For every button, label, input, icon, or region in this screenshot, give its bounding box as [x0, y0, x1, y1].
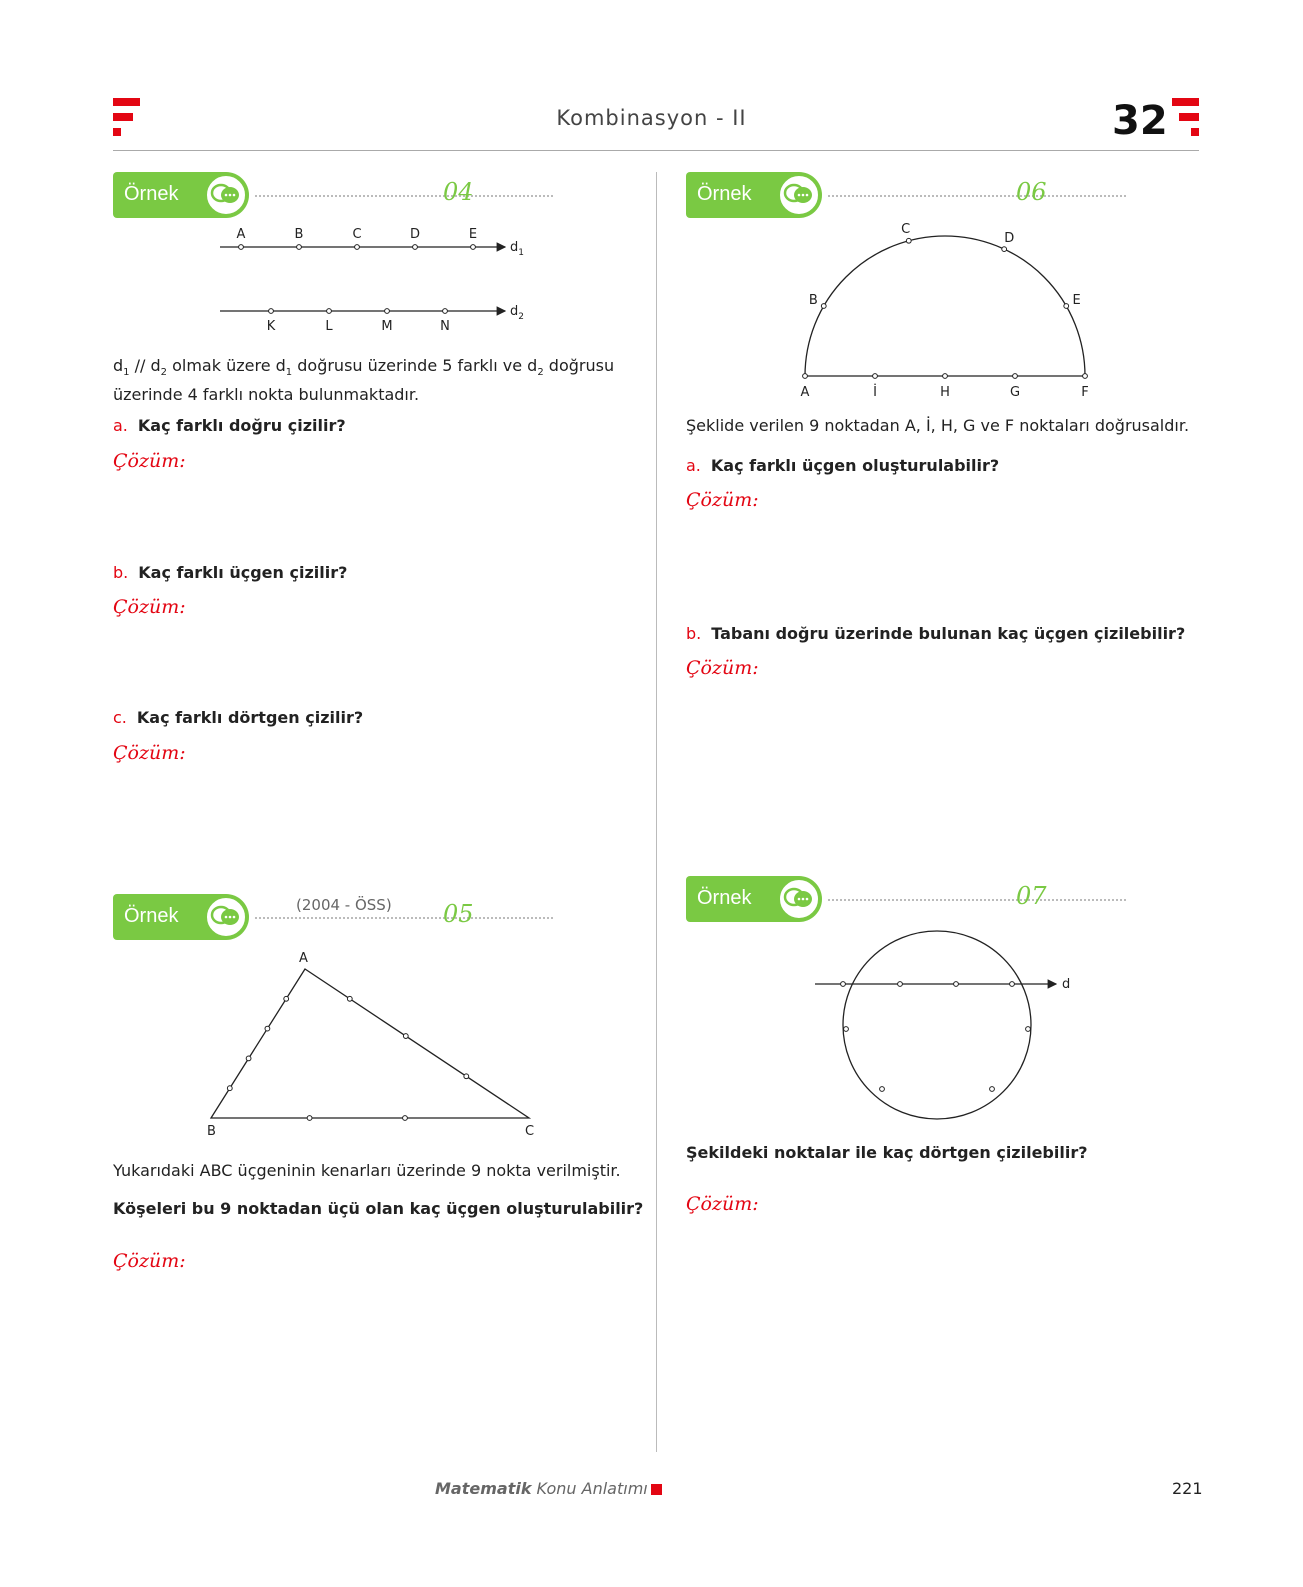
ornek-label: Örnek: [124, 183, 179, 205]
point-ac-0: [347, 996, 352, 1001]
ex04-question-b: b. Kaç farklı üçgen çizilir?: [113, 563, 348, 582]
cozum-label: Çözüm:: [686, 1193, 759, 1215]
footer-square: [651, 1484, 662, 1495]
ornek-label: Örnek: [124, 905, 179, 927]
point-label-A: A: [236, 227, 246, 242]
line-point-3: [1010, 982, 1015, 987]
point-label-K: K: [266, 319, 276, 334]
point-D: [1002, 247, 1007, 252]
point-ab-3: [227, 1086, 232, 1091]
speech-bubbles-icon: [778, 174, 820, 216]
point-B: [297, 245, 302, 250]
circle-point-3: [990, 1087, 995, 1092]
speech-bubbles-icon: [205, 174, 247, 216]
ornek-label: Örnek: [697, 887, 752, 909]
ex05-question: Köşeleri bu 9 noktadan üçü olan kaç üçgen oluşturulabilir?: [113, 1199, 644, 1218]
triangle-figure: [195, 945, 550, 1140]
cozum-label: Çözüm:: [113, 450, 186, 472]
vertex-c-label: C: [525, 1124, 535, 1139]
cozum-label: Çözüm:: [686, 657, 759, 679]
line-d1-label: $d_1$: [510, 240, 524, 258]
example-number: 07: [1016, 882, 1047, 910]
point-G: [1013, 374, 1018, 379]
point-label-B: B: [294, 227, 304, 242]
cozum-label: Çözüm:: [113, 742, 186, 764]
point-ab-0: [284, 996, 289, 1001]
point-label-H: H: [940, 385, 950, 400]
point-label-C: C: [901, 222, 911, 238]
point-A: [803, 374, 808, 379]
ex04-question-c: c. Kaç farklı dörtgen çizilir?: [113, 708, 364, 727]
point-label-G: G: [1009, 385, 1021, 400]
ornek-label: Örnek: [697, 183, 752, 205]
circle-point-2: [880, 1087, 885, 1092]
point-label-N: N: [440, 319, 450, 334]
line-point-1: [898, 982, 903, 987]
point-label-A: A: [800, 385, 810, 400]
semicircle-figure: [790, 222, 1100, 407]
point-label-İ: İ: [873, 385, 877, 400]
point-M: [385, 309, 390, 314]
point-İ: [873, 374, 878, 379]
point-bc-1: [403, 1116, 408, 1121]
point-bc-0: [307, 1116, 312, 1121]
point-E: [1064, 304, 1069, 309]
example-number: 06: [1016, 178, 1047, 206]
point-N: [443, 309, 448, 314]
line-d-label: d: [1062, 977, 1071, 992]
point-H: [943, 374, 948, 379]
ex05-statement: Yukarıdaki ABC üçgeninin kenarları üzerinde 9 nokta verilmiştir.: [113, 1161, 621, 1180]
line-d2-label: $d_2$: [510, 304, 524, 322]
point-ab-1: [265, 1026, 270, 1031]
parallel-lines-figure: [200, 222, 530, 337]
point-label-M: M: [381, 319, 393, 334]
cozum-label: Çözüm:: [113, 1250, 186, 1272]
circle-line-figure: [810, 925, 1090, 1125]
point-label-E: E: [1072, 293, 1081, 308]
ex04-statement: $d_1 // d_2$ olmak üzere $d_1$ doğrusu üzerinde 5 farklı ve $d_2$ doğrusu üzerinde 4 farklı nokta bulunmaktadır.: [113, 356, 615, 405]
example-number: 04: [443, 178, 474, 206]
ex06-question-b: b. Tabanı doğru üzerinde bulunan kaç üçgen çizilebilir?: [686, 624, 1186, 643]
point-C: [906, 238, 911, 243]
cozum-label: Çözüm:: [686, 489, 759, 511]
exam-source: (2004 - ÖSS): [296, 896, 392, 914]
point-K: [269, 309, 274, 314]
point-L: [327, 309, 332, 314]
circle-point-1: [1026, 1027, 1031, 1032]
point-label-L: L: [325, 319, 333, 334]
point-D: [413, 245, 418, 250]
ex07-question: Şekildeki noktalar ile kaç dörtgen çizilebilir?: [686, 1143, 1088, 1162]
point-B: [821, 304, 826, 309]
point-C: [355, 245, 360, 250]
point-F: [1083, 374, 1088, 379]
page-title: Kombinasyon - II: [556, 106, 747, 130]
vertex-a-label: A: [299, 951, 308, 966]
point-label-C: C: [352, 227, 362, 242]
ex06-statement: Şeklide verilen 9 noktadan A, İ, H, G ve F noktaları doğrusaldır.: [686, 416, 1190, 435]
circle-point-0: [844, 1027, 849, 1032]
speech-bubbles-icon: [778, 878, 820, 920]
point-label-E: E: [468, 227, 478, 242]
speech-bubbles-icon: [205, 896, 247, 938]
point-E: [471, 245, 476, 250]
vertex-b-label: B: [207, 1124, 216, 1139]
point-ac-1: [403, 1034, 408, 1039]
point-label-F: F: [1081, 385, 1089, 400]
point-label-B: B: [808, 293, 818, 308]
line-point-0: [841, 982, 846, 987]
point-A: [239, 245, 244, 250]
line-point-2: [954, 982, 959, 987]
column-divider: [656, 172, 657, 1452]
point-label-D: D: [409, 227, 421, 242]
point-ab-2: [246, 1056, 251, 1061]
ex06-question-a: a. Kaç farklı üçgen oluşturulabilir?: [686, 456, 1000, 475]
cozum-label: Çözüm:: [113, 596, 186, 618]
example-number: 05: [443, 900, 474, 928]
chapter-number: 32: [1112, 98, 1168, 144]
header-rule: [113, 150, 1199, 151]
point-label-D: D: [1004, 231, 1015, 247]
page-number: 221: [1172, 1479, 1203, 1498]
point-ac-2: [464, 1074, 469, 1079]
ex04-question-a: a. Kaç farklı doğru çizilir?: [113, 416, 346, 435]
footer-brand: Matematik Konu Anlatımı: [435, 1479, 648, 1498]
